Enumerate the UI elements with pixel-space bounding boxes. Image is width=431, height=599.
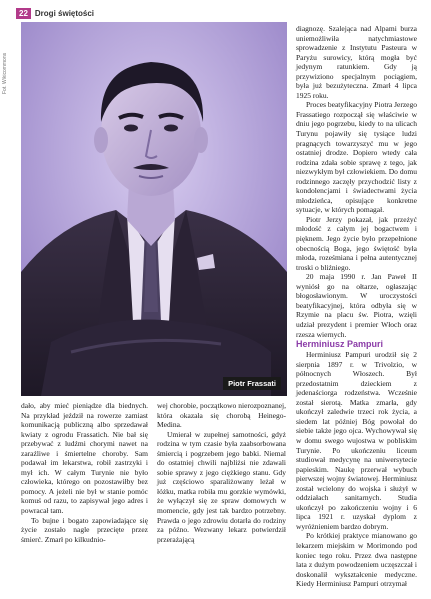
paragraph: dało, aby mieć pieniądze dla biednych. Na przykład jeździł na rowerze zamiast komunikacją publiczną albo sprzedawał kwiaty z ogrodu Frassatich. Nie bał się przebywać z ludźmi chorymi nawet na zaraźliwe i śmiertelne choroby. Sam podawał im lekarstwa, robił zastrzyki i mył ich. W całym Turynie nie było człowieka, którego on pozostawiłby bez pomocy. A jeżeli nie był w stanie pomóc komuś od razu, to zapisywał jego adres i powracał tam.: [21, 401, 148, 516]
page-number: 22: [16, 8, 31, 19]
right-column: [296, 24, 417, 589]
portrait-photo: [21, 22, 287, 396]
paragraph: Umierał w zupełnej samotności, gdyż rodzina w tym czasie była zaabsorbowana śmiercią i pogrzebem jego babki. Niemal do ostatniej chwili najbliżsi nie zdawali sobie sprawy z jego ciężkiego stanu. Gdy już częściowo sparaliżowany leżał w łóżku, matka robiła mu gorzkie wymówki, że wyłączył się ze spraw domowych w momencie, gdy jest tak bardzo potrzebny. Prawda o jego zdrowiu dotarła do rodziny za późno. Wezwany lekarz potwierdził przerażającą: [157, 429, 286, 544]
paragraph: diagnozę. Szalejąca nad Alpami burza uniemożliwiła natychmiastowe sprowadzenie z Instytutu Pasteura w Paryżu surowicy, którą mogła być jedynym ratunkiem. Gdy ją przywiziono specjalnym pociągiem, była już bezużyteczna. Zmarł 4 lipca 1925 roku.: [296, 24, 417, 100]
subheading: Herminiusz Pampuri: [296, 339, 384, 350]
paragraph: Proces beatyfikacyjny Piotra Jerzego Frassatiego rozpoczął się właściwie w dniu jego pogrzebu, kiedy to na ulicach Turynu pojawiły się tysiące ludzi pragnących towarzyszyć mu w jego ostatniej drodze. Dopiero wtedy cała rodzina zdała sobie sprawę z tego, jak niezwykłym był człowiekiem. Do domu rodzinnego zaczęły przychodzić listy z kondolencjami i świadectwami życia młodzieńca, opisujące konkretne sytuacje, w których pomagał.: [296, 100, 418, 215]
paragraph: wej chorobie, początkowo nierozpoznanej, która okazała się chorobą Heinego-Medina.: [157, 401, 286, 430]
photo-credit: Fot. Wikicommons: [2, 52, 8, 94]
paragraph: Po krótkiej praktyce mianowano go lekarzem miejskim w Morimondo pod koniec tego roku. Przez dwa następne lata z dużym powodzeniem uczęszczał i doskonalił wykształcenie medyczne. Kiedy Herminiusz Pampuri otrzymał: [296, 531, 417, 589]
page-header: [16, 8, 94, 19]
paragraph: 20 maja 1990 r. Jan Paweł II wyniósł go na ołtarze, ogłaszając błogosławionym. W uroczystości beatyfikacyjnej, która odbyła się w Rzymie na placu św. Piotra, wzięli udział prezydent i premier Włoch oraz rzesza wiernych.: [296, 272, 417, 339]
portrait-illustration: [21, 22, 287, 396]
middle-column: [157, 401, 286, 544]
section-title: Drogi świętości: [34, 9, 95, 18]
paragraph: To bujne i bogato zapowiadające się życie zostało nagle przecięte przez śmierć. Zmarł po kilkudnio-: [21, 515, 148, 544]
photo-caption: Piotr Frassati: [223, 377, 281, 390]
paragraph: Piotr Jerzy pokazał, jak przeżyć młodość z całym jej bogactwem i pięknem. Jego życie było przepełnione obecnością Boga, jego świętość była młoda, roześmiana i pełna autentycznej troski o bliźniego.: [296, 214, 417, 272]
left-column: [21, 401, 148, 544]
paragraph: Herminiusz Pampuri urodził się 2 sierpnia 1897 r. w Trivolzio, w północnych Włoszech. Był przedostatnim dzieckiem z jedenaściorga rodzeństwa. Wcześnie został sierotą. Matka zmarła, gdy ukończył zaledwie trzeci rok życia, a siedem lat później Bóg powołał do siebie także jego ojca. Wychowywał się w domu swego wujostwa w pobliskim Turynie. Po ukończeniu liceum studiował medycynę na uniwersytecie papieskim. Naukę przerwał wybuch pierwszej wojny światowej. Herminiusz został wcielony do wojska i służył w oddziałach sanitarnych. Studia ukończył po zakończeniu wojny i 6 lipca 1921 r. uzyskał dyplom z wyróżnieniem bardzo dobrym.: [296, 350, 417, 531]
